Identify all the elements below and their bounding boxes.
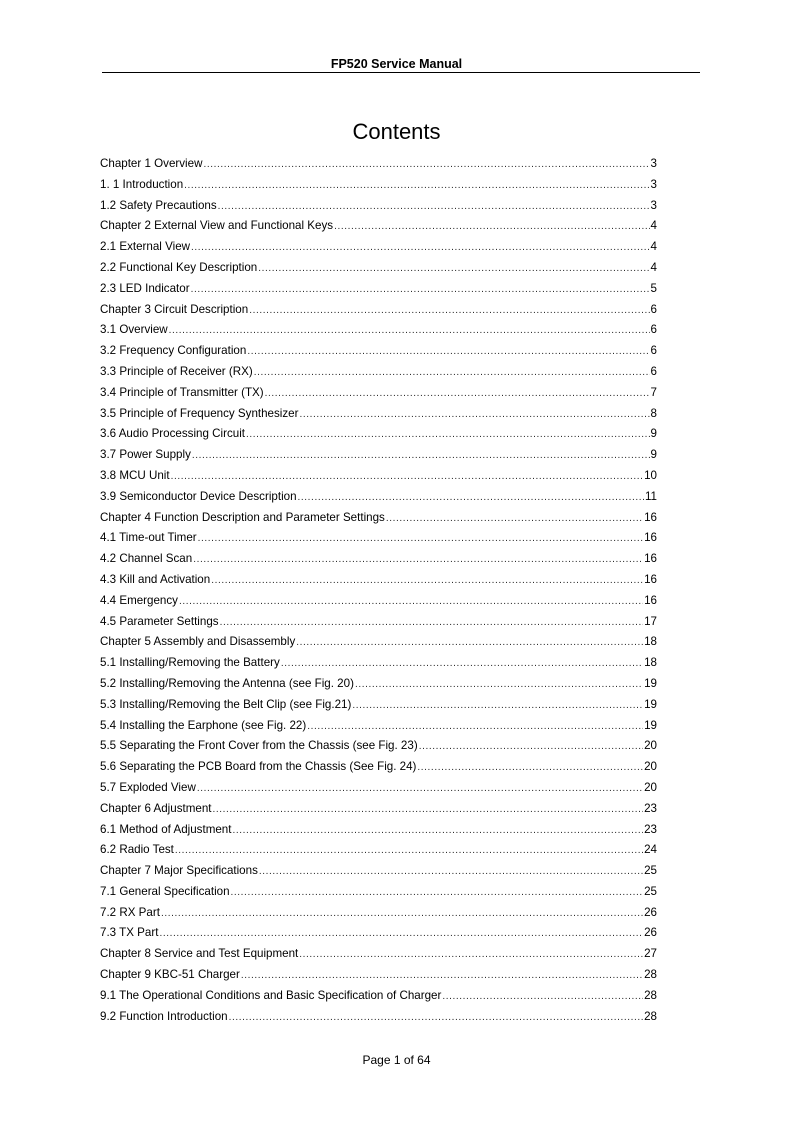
toc-entry-title: Chapter 6 Adjustment — [100, 801, 212, 815]
toc-dot-leader — [184, 175, 649, 197]
toc-entry-page-number: 18 — [644, 656, 657, 670]
toc-entry-page-number: 16 — [644, 510, 657, 524]
toc-entry-page-number: 20 — [644, 780, 657, 794]
toc-dot-leader — [442, 986, 643, 1008]
toc-dot-leader — [211, 570, 643, 592]
toc-dot-leader — [249, 300, 649, 322]
toc-entry[interactable] — [100, 674, 657, 695]
toc-entry-page-number: 4 — [650, 240, 657, 254]
toc-dot-leader — [191, 237, 650, 259]
toc-entry-page-number: 26 — [644, 905, 657, 919]
header-divider — [102, 72, 700, 73]
toc-entry-title: Chapter 4 Function Description and Parameter Settings — [100, 510, 385, 524]
toc-entry[interactable] — [100, 383, 657, 404]
toc-entry-title: 3.5 Principle of Frequency Synthesizer — [100, 406, 299, 420]
toc-entry[interactable] — [100, 695, 657, 716]
toc-entry-title: 9.2 Function Introduction — [100, 1009, 228, 1023]
toc-entry[interactable] — [100, 840, 657, 861]
toc-entry[interactable] — [100, 424, 657, 445]
toc-entry-page-number: 18 — [644, 635, 657, 649]
toc-entry-page-number: 19 — [644, 718, 657, 732]
toc-dot-leader — [193, 549, 643, 571]
toc-dot-leader — [203, 154, 649, 176]
toc-entry-title: Chapter 3 Circuit Description — [100, 302, 249, 316]
page-title: Contents — [352, 119, 441, 144]
toc-entry-page-number: 16 — [644, 593, 657, 607]
toc-dot-leader — [198, 528, 643, 550]
toc-dot-leader — [213, 799, 644, 821]
toc-entry[interactable] — [100, 1007, 657, 1028]
toc-entry-page-number: 6 — [650, 323, 657, 337]
toc-entry[interactable] — [100, 986, 657, 1007]
toc-dot-leader — [197, 778, 643, 800]
toc-dot-leader — [307, 716, 643, 738]
toc-dot-leader — [175, 840, 643, 862]
toc-entry-title: 4.1 Time-out Timer — [100, 531, 197, 545]
toc-entry[interactable] — [100, 528, 657, 549]
toc-entry[interactable] — [100, 362, 657, 383]
toc-entry-page-number: 11 — [644, 489, 657, 503]
toc-entry-page-number: 5 — [650, 281, 657, 295]
toc-entry-title: 3.9 Semiconductor Device Description — [100, 489, 297, 503]
toc-entry[interactable] — [100, 778, 657, 799]
toc-entry-page-number: 10 — [644, 468, 657, 482]
toc-entry-title: 2.3 LED Indicator — [100, 281, 190, 295]
toc-entry-page-number: 27 — [644, 947, 657, 961]
toc-dot-leader — [299, 944, 643, 966]
toc-dot-leader — [231, 882, 644, 904]
toc-entry[interactable] — [100, 320, 657, 341]
toc-entry-page-number: 4 — [650, 260, 657, 274]
toc-entry-title: 3.6 Audio Processing Circuit — [100, 427, 245, 441]
toc-dot-leader — [247, 341, 649, 363]
toc-entry-title: 7.3 TX Part — [100, 926, 159, 940]
toc-entry-title: 3.2 Frequency Configuration — [100, 344, 247, 358]
toc-entry[interactable] — [100, 279, 657, 300]
toc-entry-page-number: 4 — [650, 219, 657, 233]
toc-dot-leader — [386, 508, 643, 530]
toc-entry[interactable] — [100, 300, 657, 321]
toc-entry[interactable] — [100, 653, 657, 674]
toc-dot-leader — [334, 216, 649, 238]
toc-entry-title: 2.2 Functional Key Description — [100, 260, 258, 274]
toc-entry-title: 7.2 RX Part — [100, 905, 160, 919]
toc-entry-title: Chapter 1 Overview — [100, 157, 203, 170]
toc-entry-page-number: 19 — [644, 697, 657, 711]
toc-dot-leader — [232, 820, 643, 842]
toc-dot-leader — [258, 258, 649, 280]
toc-entry[interactable] — [100, 258, 657, 279]
toc-entry[interactable] — [100, 965, 657, 986]
toc-entry-page-number: 23 — [644, 801, 657, 815]
toc-entry-title: 5.2 Installing/Removing the Antenna (see Fig. 20) — [100, 676, 354, 690]
toc-entry[interactable] — [100, 820, 657, 841]
toc-dot-leader — [254, 362, 650, 384]
toc-entry[interactable] — [100, 861, 657, 882]
toc-dot-leader — [179, 591, 643, 613]
toc-entry-title: 3.3 Principle of Receiver (RX) — [100, 364, 253, 378]
toc-entry-page-number: 25 — [644, 864, 657, 878]
toc-dot-leader — [220, 612, 644, 634]
running-header: FP520 Service Manual — [330, 57, 463, 71]
toc-entry-title: 3.4 Principle of Transmitter (TX) — [100, 385, 264, 399]
toc-dot-leader — [241, 965, 643, 987]
toc-dot-leader — [355, 674, 643, 696]
toc-dot-leader — [417, 757, 643, 779]
toc-dot-leader — [161, 903, 643, 925]
toc-entry-page-number: 3 — [650, 198, 657, 212]
toc-dot-leader — [192, 445, 650, 467]
toc-entry-title: Chapter 9 KBC-51 Charger — [100, 968, 240, 982]
toc-entry-title: 5.5 Separating the Front Cover from the Chassis (see Fig. 23) — [100, 739, 418, 753]
page-number-footer: Page 1 of 64 — [362, 1053, 431, 1067]
toc-dot-leader — [169, 320, 650, 342]
toc-entry[interactable] — [100, 716, 657, 737]
toc-dot-leader — [352, 695, 643, 717]
toc-entry-page-number: 16 — [644, 572, 657, 586]
toc-dot-leader — [159, 923, 643, 945]
toc-entry-title: 3.7 Power Supply — [100, 448, 191, 462]
toc-entry[interactable] — [100, 549, 657, 570]
toc-entry-title: 1. 1 Introduction — [100, 177, 184, 191]
toc-dot-leader — [229, 1007, 643, 1029]
toc-entry-title: 4.4 Emergency — [100, 593, 178, 607]
toc-entry-page-number: 6 — [650, 364, 657, 378]
toc-entry-page-number: 20 — [644, 739, 657, 753]
toc-entry-page-number: 3 — [650, 157, 657, 170]
toc-entry[interactable] — [100, 445, 657, 466]
toc-entry[interactable] — [100, 944, 657, 965]
toc-entry-page-number: 6 — [650, 344, 657, 358]
toc-entry[interactable] — [100, 570, 657, 591]
toc-entry[interactable] — [100, 341, 657, 362]
toc-dot-leader — [265, 383, 650, 405]
toc-entry-page-number: 6 — [650, 302, 657, 316]
toc-entry-page-number: 28 — [644, 968, 657, 982]
toc-dot-leader — [298, 487, 644, 509]
toc-entry[interactable] — [100, 923, 657, 944]
toc-entry[interactable] — [100, 903, 657, 924]
toc-entry-title: 4.5 Parameter Settings — [100, 614, 219, 628]
toc-entry-title: 5.6 Separating the PCB Board from the Chassis (See Fig. 24) — [100, 760, 417, 774]
toc-entry-page-number: 24 — [644, 843, 657, 857]
toc-entry-page-number: 9 — [650, 427, 657, 441]
toc-entry-page-number: 20 — [644, 760, 657, 774]
toc-entry-title: 5.1 Installing/Removing the Battery — [100, 656, 280, 670]
toc-entry-page-number: 19 — [644, 676, 657, 690]
toc-entry-title: 6.1 Method of Adjustment — [100, 822, 232, 836]
toc-entry[interactable] — [100, 154, 657, 175]
toc-entry-title: 9.1 The Operational Conditions and Basic Specification of Charger — [100, 988, 442, 1002]
table-of-contents — [100, 154, 657, 1027]
toc-entry-page-number: 16 — [644, 531, 657, 545]
toc-entry[interactable] — [100, 404, 657, 425]
toc-dot-leader — [419, 736, 643, 758]
toc-entry-title: 7.1 General Specification — [100, 884, 230, 898]
toc-entry[interactable] — [100, 591, 657, 612]
toc-entry[interactable] — [100, 632, 657, 653]
toc-entry-page-number: 25 — [644, 884, 657, 898]
toc-entry[interactable] — [100, 612, 657, 633]
toc-entry[interactable] — [100, 736, 657, 757]
toc-entry-title: 5.7 Exploded View — [100, 780, 196, 794]
toc-entry-page-number: 16 — [644, 552, 657, 566]
toc-entry[interactable] — [100, 237, 657, 258]
toc-entry-title: 2.1 External View — [100, 240, 191, 254]
toc-dot-leader — [191, 279, 650, 301]
toc-entry[interactable] — [100, 466, 657, 487]
toc-entry-title: Chapter 5 Assembly and Disassembly — [100, 635, 296, 649]
toc-entry[interactable] — [100, 196, 657, 217]
toc-entry[interactable] — [100, 508, 657, 529]
toc-dot-leader — [299, 404, 649, 426]
toc-entry-page-number: 28 — [644, 1009, 657, 1023]
toc-dot-leader — [259, 861, 643, 883]
toc-entry-title: Chapter 7 Major Specifications — [100, 864, 258, 878]
toc-dot-leader — [218, 196, 650, 218]
toc-entry[interactable] — [100, 216, 657, 237]
toc-entry[interactable] — [100, 175, 657, 196]
toc-entry-page-number: 9 — [650, 448, 657, 462]
toc-entry-title: 3.8 MCU Unit — [100, 468, 170, 482]
toc-entry[interactable] — [100, 487, 657, 508]
toc-entry-title: Chapter 8 Service and Test Equipment — [100, 947, 299, 961]
toc-entry[interactable] — [100, 882, 657, 903]
toc-entry-page-number: 17 — [644, 614, 657, 628]
toc-entry-page-number: 28 — [644, 988, 657, 1002]
toc-entry-page-number: 8 — [650, 406, 657, 420]
toc-dot-leader — [296, 632, 643, 654]
toc-entry-title: 5.3 Installing/Removing the Belt Clip (see Fig.21) — [100, 697, 352, 711]
toc-entry-title: 4.3 Kill and Activation — [100, 572, 211, 586]
toc-entry-page-number: 23 — [644, 822, 657, 836]
toc-entry-title: 6.2 Radio Test — [100, 843, 174, 857]
toc-entry[interactable] — [100, 757, 657, 778]
toc-entry-title: 3.1 Overview — [100, 323, 168, 337]
toc-entry[interactable] — [100, 799, 657, 820]
toc-entry-page-number: 3 — [650, 177, 657, 191]
toc-entry-title: 1.2 Safety Precautions — [100, 198, 217, 212]
toc-entry-title: Chapter 2 External View and Functional Keys — [100, 219, 334, 233]
toc-dot-leader — [246, 424, 650, 446]
toc-entry-title: 4.2 Channel Scan — [100, 552, 193, 566]
toc-entry-title: 5.4 Installing the Earphone (see Fig. 22) — [100, 718, 307, 732]
toc-dot-leader — [281, 653, 643, 675]
toc-entry-page-number: 26 — [644, 926, 657, 940]
toc-entry-page-number: 7 — [650, 385, 657, 399]
toc-dot-leader — [171, 466, 644, 488]
